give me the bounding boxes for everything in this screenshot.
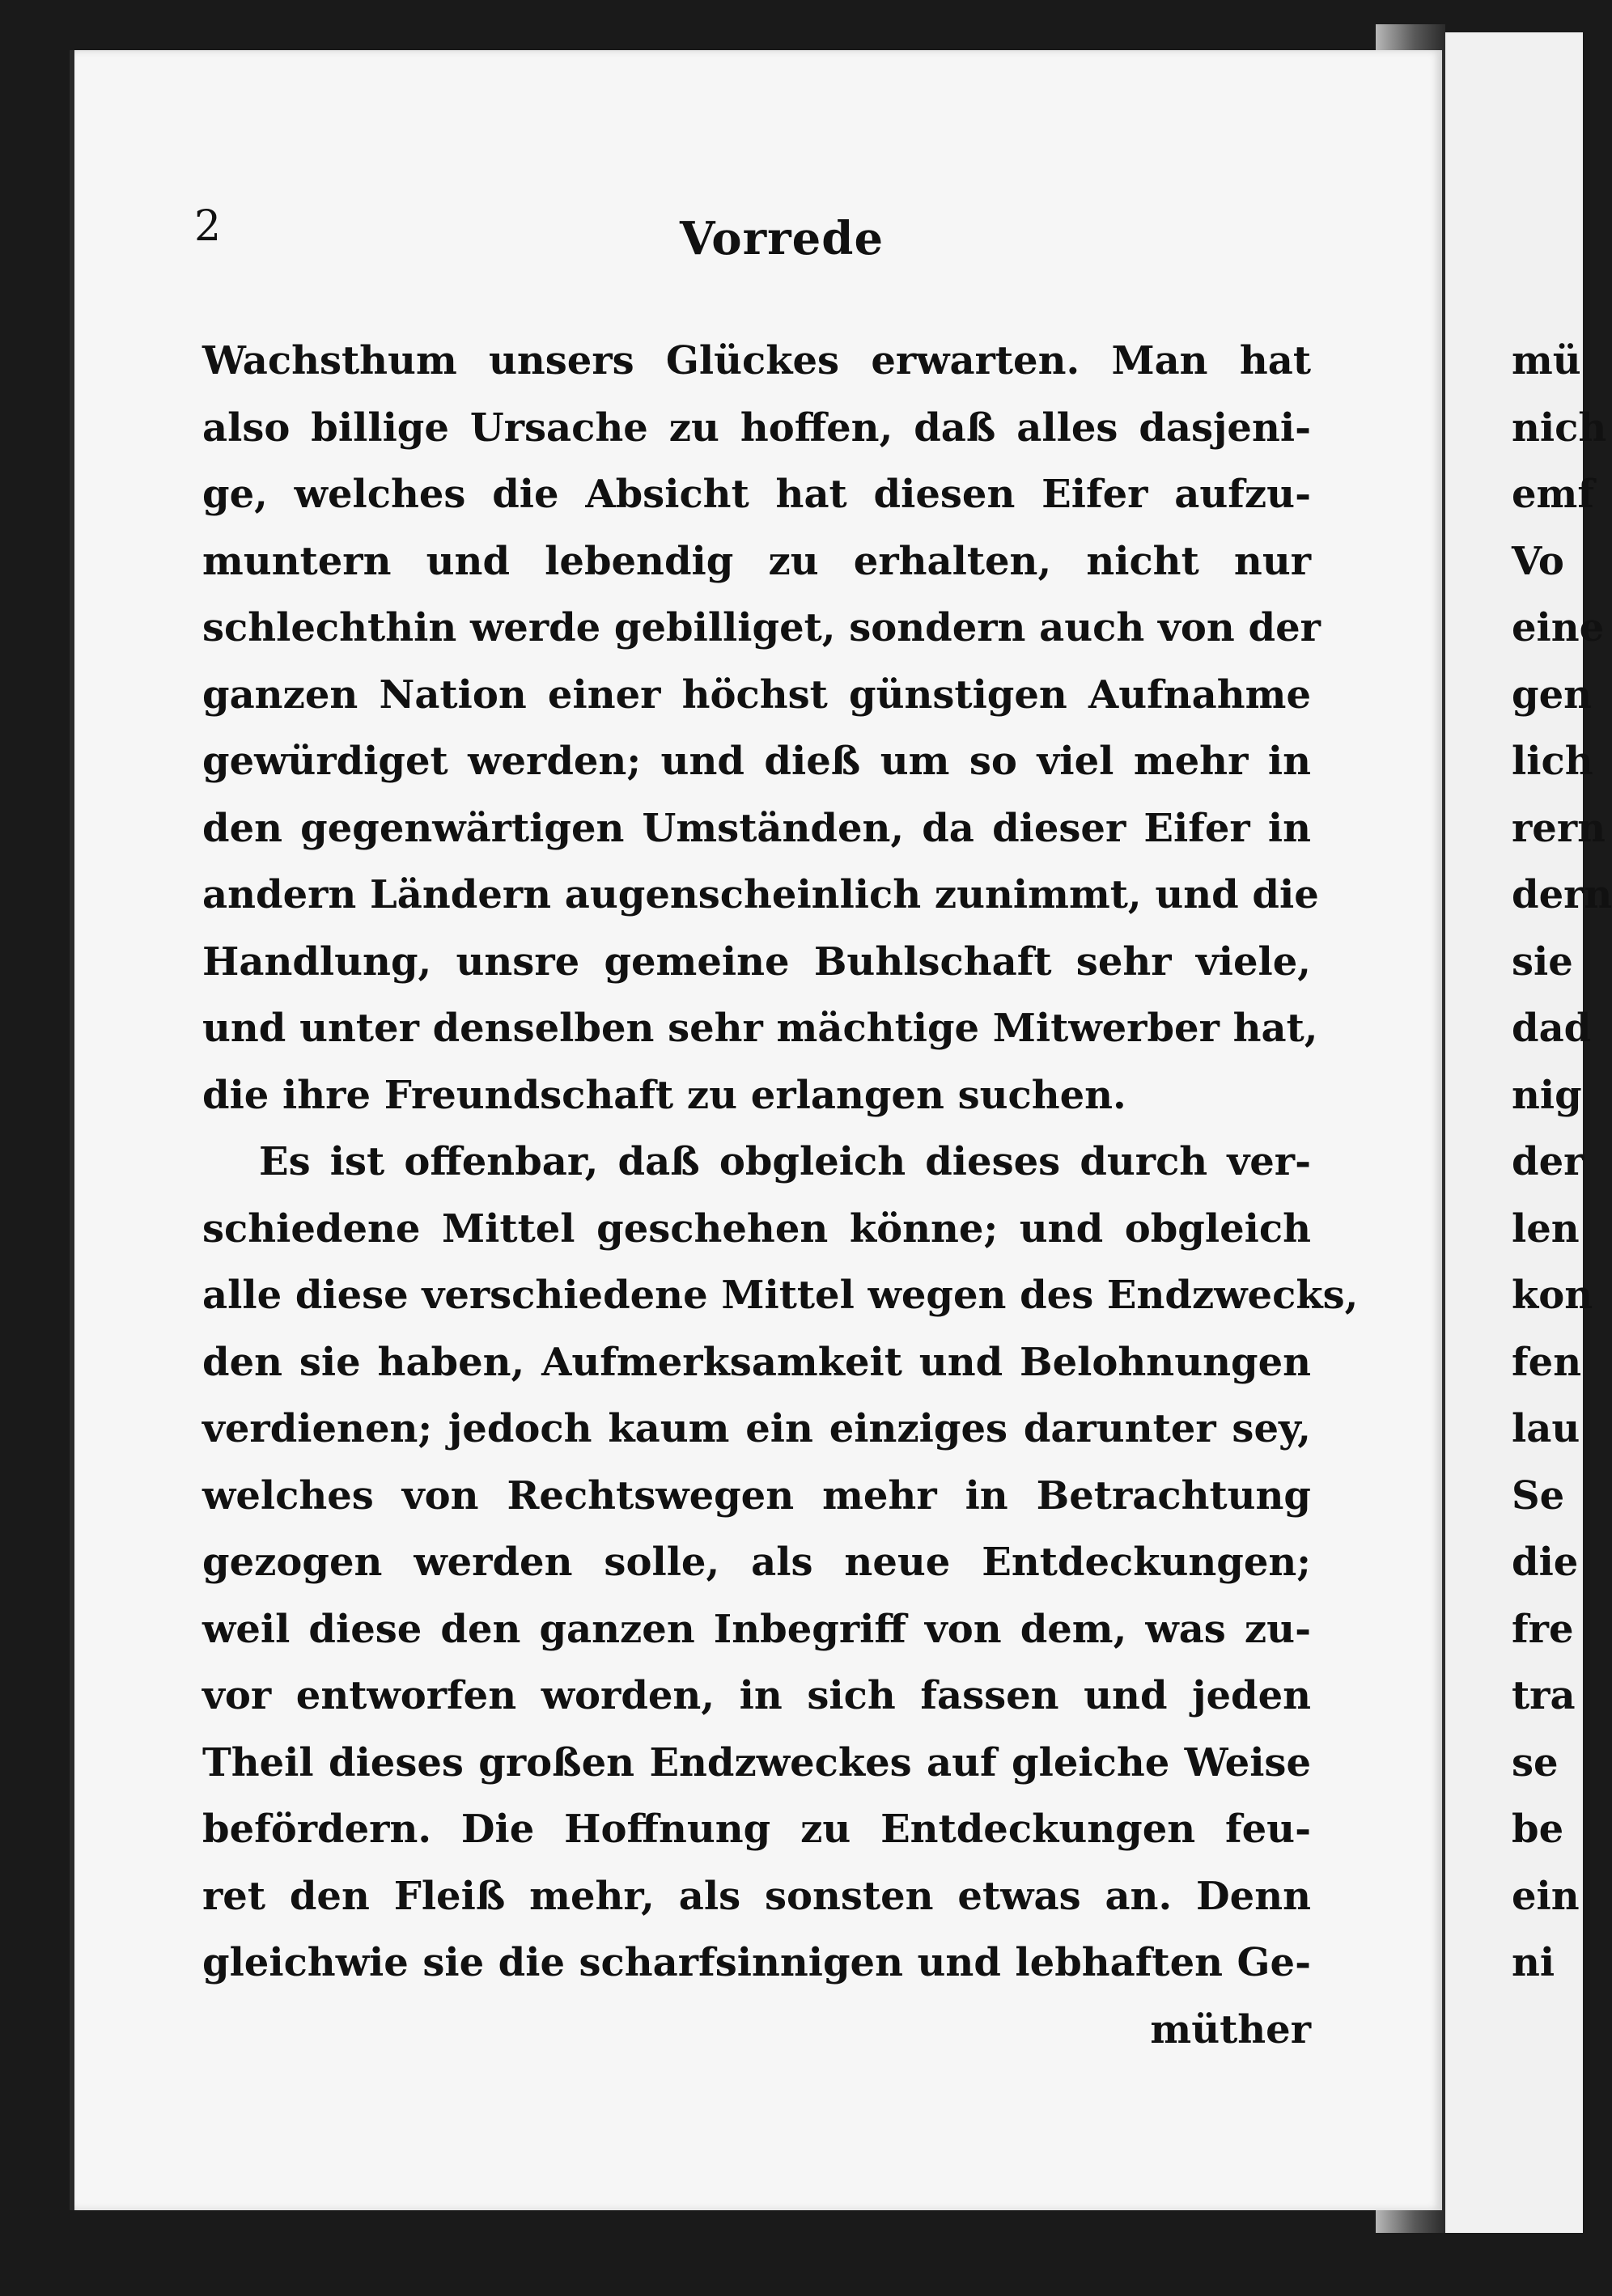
text-line: vor entworfen worden, in sich fassen und jeden xyxy=(202,1673,1311,1718)
text-line: den sie haben, Aufmerksamkeit und Belohnungen xyxy=(202,1339,1311,1385)
text-line: gewürdiget werden; und dieß um so viel mehr in xyxy=(202,739,1311,784)
text-line: die ihre Freundschaft zu erlangen suchen. xyxy=(202,1072,1126,1118)
text-line: ret den Fleiß mehr, als sonsten etwas an. Denn xyxy=(202,1873,1311,1919)
facing-page-fragment: Se xyxy=(1512,1472,1565,1519)
body-text xyxy=(202,328,1359,2063)
text-line: Es ist offenbar, daß obgleich dieses durch ver- xyxy=(259,1139,1311,1184)
text-line: welches von Rechtswegen mehr in Betrachtung xyxy=(202,1472,1311,1519)
text-line: weil diese den ganzen Inbegriff von dem, was zu- xyxy=(202,1606,1311,1652)
running-head: Vorrede xyxy=(680,212,884,265)
facing-page-fragment: nig xyxy=(1512,1072,1582,1118)
facing-page-fragment: nich xyxy=(1512,405,1607,451)
text-line: schiedene Mittel geschehen könne; und obgleich xyxy=(202,1205,1311,1252)
text-line: alle diese verschiedene Mittel wegen des Endzwecks, xyxy=(202,1273,1359,1318)
facing-page-fragment: die xyxy=(1512,1540,1579,1585)
text-line: andern Ländern augenscheinlich zunimmt, und die xyxy=(202,872,1319,917)
facing-page-fragment: se xyxy=(1512,1739,1559,1786)
facing-page-fragment: eine xyxy=(1512,605,1605,650)
facing-page-fragment: mü xyxy=(1512,338,1581,383)
facing-page-fragment: kon xyxy=(1512,1273,1593,1318)
facing-page-fragment: Vo xyxy=(1512,538,1564,584)
text-line: Handlung, unsre gemeine Buhlschaft sehr viele, xyxy=(202,938,1311,985)
facing-page-fragment: len xyxy=(1512,1205,1580,1252)
text-line: verdienen; jedoch kaum ein einziges darunter sey, xyxy=(202,1406,1311,1451)
facing-page-fragment: fen xyxy=(1512,1339,1582,1385)
text-line: gezogen werden solle, als neue Entdeckungen; xyxy=(202,1540,1311,1585)
facing-page-fragment: sie xyxy=(1512,938,1573,985)
facing-page-fragment: ein xyxy=(1512,1873,1580,1919)
facing-page-fragment: gen xyxy=(1512,671,1592,718)
text-line: gleichwie sie die scharfsinnigen und lebhaften Ge- xyxy=(202,1940,1311,1985)
text-line: und unter denselben sehr mächtige Mitwerber hat, xyxy=(202,1006,1318,1051)
facing-page-fragment: be xyxy=(1512,1807,1564,1852)
facing-page-fragment: fre xyxy=(1512,1606,1574,1652)
text-line: befördern. Die Hoffnung zu Entdeckungen feu- xyxy=(202,1807,1311,1852)
facing-page-fragment: emf xyxy=(1512,472,1594,517)
text-line: also billige Ursache zu hoffen, daß alles dasjeni- xyxy=(202,405,1311,451)
catchword: müther xyxy=(1150,2006,1311,2052)
text-line: muntern und lebendig zu erhalten, nicht nur xyxy=(202,538,1311,584)
facing-page-fragment: tra xyxy=(1512,1673,1576,1718)
text-line: Theil dieses großen Endzweckes auf gleiche Weise xyxy=(202,1739,1311,1786)
facing-page-fragment: dad xyxy=(1512,1006,1592,1051)
text-line: Wachsthum unsers Glückes erwarten. Man hat xyxy=(202,338,1311,383)
facing-page-fragment: der xyxy=(1512,1139,1584,1184)
text-line: den gegenwärtigen Umständen, da dieser Eifer in xyxy=(202,805,1311,851)
page-number: 2 xyxy=(194,202,222,251)
facing-page-fragment: dern xyxy=(1512,872,1612,917)
facing-page-text xyxy=(1512,328,1612,1997)
text-line: schlechthin werde gebilliget, sondern auch von der xyxy=(202,605,1321,650)
text-line: ge, welches die Absicht hat diesen Eifer aufzu- xyxy=(202,472,1311,517)
facing-page-fragment: rern xyxy=(1512,805,1606,851)
text-line: ganzen Nation einer höchst günstigen Aufnahme xyxy=(202,671,1311,718)
facing-page-fragment: ni xyxy=(1512,1940,1555,1985)
facing-page-fragment: lich xyxy=(1512,739,1593,784)
facing-page-fragment: lau xyxy=(1512,1406,1580,1451)
